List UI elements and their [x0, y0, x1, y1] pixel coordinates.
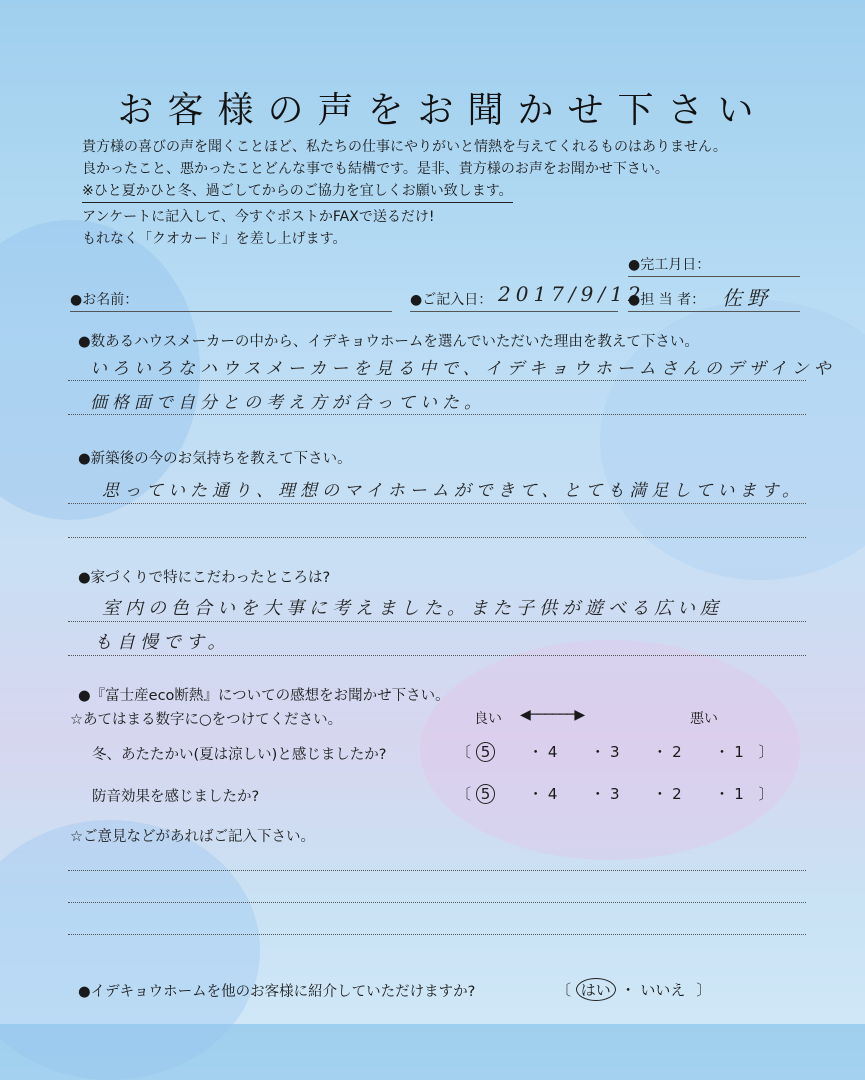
entry-date-label: ●ご記入日： [410, 292, 493, 308]
yes-option[interactable]: はい [576, 978, 616, 1001]
page-title: お客様の声をお聞かせ下さい [117, 90, 768, 131]
question-3-answer-line-2: も自慢です。 [94, 632, 231, 653]
rating-scale-1[interactable]: 〔 5 ・ 4 ・ 3 ・ 2 ・ 1 〕 [456, 743, 774, 761]
scale-bad-label: 悪い [690, 711, 718, 727]
name-field[interactable] [70, 311, 392, 312]
question-2-label: ●新築後の今のお気持ちを教えて下さい。 [78, 451, 352, 467]
question-3-answer-line-1: 室内の色合いを大事に考えました。また子供が遊べる広い庭 [102, 598, 723, 619]
rating-question-2: 防音効果を感じましたか? [92, 789, 260, 805]
question-1-answer-line-1: いろいろなハウスメーカーを見る中で、イデキョウホームさんのデザインや [90, 359, 836, 379]
answer-line [68, 537, 806, 538]
scale-arrow-icon: ◀──────▶ [520, 707, 585, 723]
completion-date-label: ●完工月日： [628, 257, 711, 273]
answer-line [68, 503, 806, 504]
selected-rating[interactable]: 5 [476, 742, 496, 762]
question-4-label: ●『富士産eco断熱』についての感想をお聞かせ下さい。 [78, 688, 450, 704]
question-6-label: ●イデキョウホームを他のお客様に紹介していただけますか? [78, 984, 476, 1000]
answer-line [68, 621, 806, 622]
answer-line [68, 655, 806, 656]
staff-field[interactable] [628, 311, 800, 312]
question-3-label: ●家づくりで特にこだわったところは? [78, 570, 331, 586]
intro-text: 貴方様の喜びの声を聞くことほど、私たちの仕事にやりがいと情熱を与えてくれるものはありません。 良かったこと、悪かったことどんな事でも結構です。是非、貴方様のお声をお聞かせ下さい。 ※ひと夏かひと冬、過ごしてからのご協力を宜しくお願い致します。 [82, 136, 727, 203]
rating-instruction: ☆あてはまる数字に○をつけてください。 [70, 712, 343, 728]
answer-line [68, 414, 806, 415]
question-1-answer-line-2: 価格面で自分との考え方が合っていた。 [90, 393, 486, 413]
campaign-text: アンケートに記入して、今すぐポストかFAXで送るだけ! もれなく「クオカード」を差し上げます。 [82, 209, 435, 247]
answer-line [68, 870, 806, 871]
question-1-label: ●数あるハウスメーカーの中から、イデキョウホームを選んでいただいた理由を教えて下さい。 [78, 334, 699, 350]
rating-scale-2[interactable]: 〔 5 ・ 4 ・ 3 ・ 2 ・ 1 〕 [456, 785, 774, 803]
selected-rating[interactable]: 5 [476, 784, 496, 804]
answer-line [68, 934, 806, 935]
completion-date-field[interactable] [628, 276, 800, 277]
comments-label: ☆ご意見などがあればご記入下さい。 [70, 829, 315, 845]
scale-good-label: 良い [474, 711, 502, 727]
staff-label: ●担 当 者： [628, 292, 706, 308]
name-label: ●お名前： [70, 292, 139, 308]
entry-date-field[interactable] [410, 311, 618, 312]
referral-choice[interactable]: 〔 はい ・ いいえ 〕 [556, 978, 711, 1001]
staff-value: 佐野 [722, 286, 772, 310]
no-option[interactable]: いいえ [640, 981, 686, 999]
question-2-answer-line-1: 思っていた通り、理想のマイホームができて、とても満足しています。 [102, 481, 804, 501]
entry-date-value: 2017/9/12 [498, 282, 646, 306]
survey-form [10, 10, 855, 1014]
rating-question-1: 冬、あたたかい(夏は涼しい)と感じましたか? [92, 747, 387, 763]
answer-line [68, 902, 806, 903]
answer-line [68, 380, 806, 381]
